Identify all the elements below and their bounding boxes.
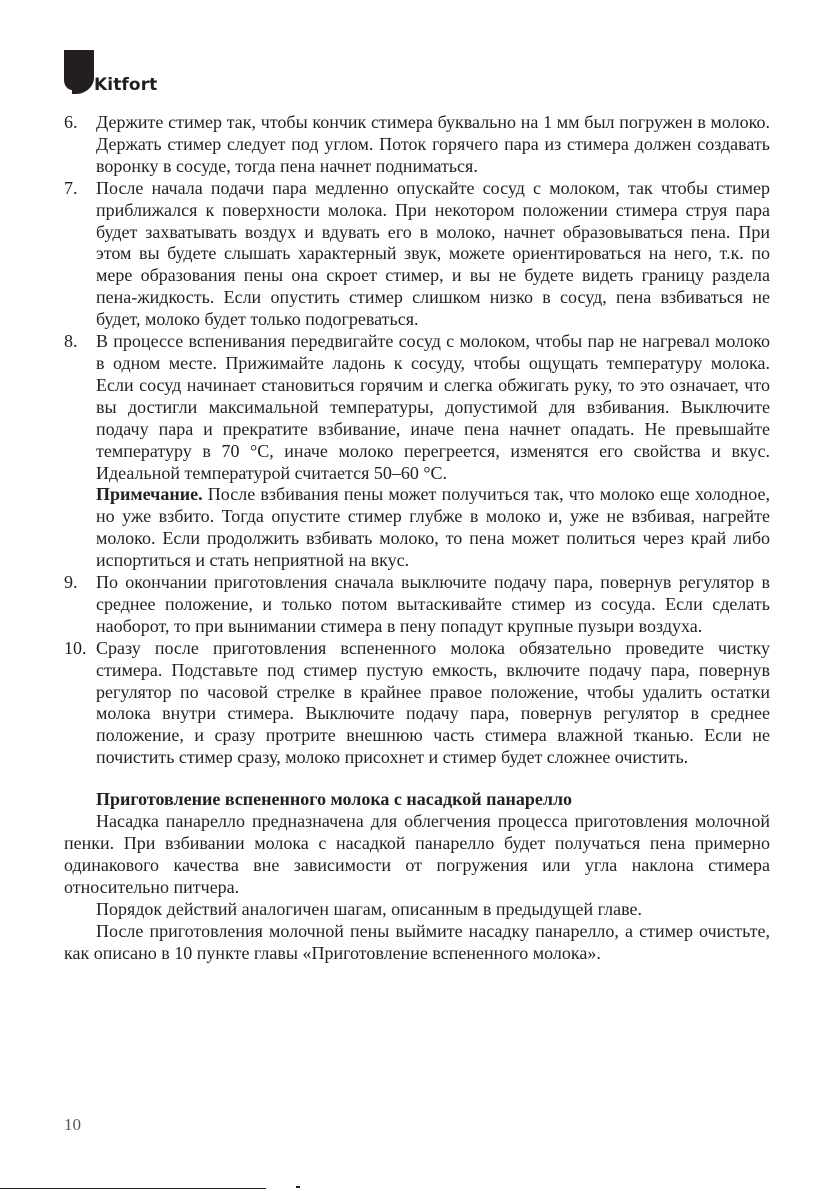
section-title: Приготовление вспененного молока с насадкой панарелло	[96, 789, 573, 810]
panarello-section	[64, 789, 770, 964]
brand-name: Kitfort	[94, 75, 158, 95]
step-text: По окончании приготовления сначала выключите подачу пара, повернув регулятор в среднее положение, и только потом вытаскивайте стимер из сосуда. Если сделать наоборот, то при вынимании стимера в пену попадут крупные пузыри воздуха.	[96, 572, 770, 636]
footer-rule	[0, 1188, 266, 1189]
steps-list-continued	[64, 572, 770, 769]
step-text: Сразу после приготовления вспененного молока обязательно проведите чистку стимера. Подставьте под стимер пустую емкость, включите подачу пара, повернув регулятор по часовой стрелке в крайнее правое положение, чтобы удалить остатки молока внутри стимера. Выключите подачу пара, повернув регулятор в среднее положение, и сразу протрите внешнюю часть стимера влажной тканью. Если не почистить стимер сразу, молоко присохнет и стимер будет сложнее очистить.	[96, 637, 770, 768]
step-8	[64, 331, 770, 484]
step-6	[64, 112, 770, 178]
step-number: 6.	[64, 112, 78, 132]
note-block	[64, 484, 770, 572]
step-number: 9.	[64, 572, 78, 593]
section-paragraph: Порядок действий аналогичен шагам, описанным в предыдущей главе.	[96, 898, 642, 919]
note-text: После взбивания пены может получиться так, что молоко еще холодное, но уже взбито. Тогда опустите стимер глубже в молоко и, уже не взбивая, нагрейте молоко. Если продолжить взбивать молоко, то пена может политься через край либо испортиться и стать неприятной на вкус.	[96, 484, 770, 571]
step-text: В процессе вспенивания передвигайте сосуд с молоком, чтобы пар не нагревал молоко в одном месте. Прижимайте ладонь к сосуду, чтобы ощущать температуру молока. Если сосуд начинает становиться горячим и слегка обжигать руку, то это означает, что вы достигли максимальной температуры, допустимой для взбивания. Выключите подачу пара и прекратите взбивание, иначе пена начнет опадать. Не превышайте температуру в 70 °С, иначе молоко перегреется, изменятся его свойства и вкус. Идеальной температурой считается 50–60 °С.	[96, 331, 770, 483]
kitfort-logo-icon	[64, 50, 94, 98]
note-label: Примечание.	[96, 484, 203, 505]
step-number: 8.	[64, 331, 78, 352]
step-10	[64, 638, 770, 769]
step-text: После начала подачи пара медленно опускайте сосуд с молоком, так чтобы стимер приближался к поверхности молока. При некотором положении стимера струя пара будет захватывать воздух и вдувать его в молоко, начнет образовываться пена. При этом вы будете слышать характерный звук, можете ориентироваться на него, т.к. по мере образования пены она скроет стимер, и вы не будете видеть границу раздела пена-жидкость. Если опустить стимер слишком низко в сосуд, пена взбиваться не будет, молоко будет только подогреваться.	[96, 177, 770, 330]
step-7	[64, 178, 770, 331]
manual-content	[64, 112, 770, 964]
page-number: 10	[64, 1115, 81, 1134]
section-paragraph: Насадка панарелло предназначена для облегчения процесса приготовления молочной пенки. При взбивании молока с насадкой панарелло будет получаться пена примерно одинакового качества вне зависимости от погружения или угла наклона стимера относительно питчера.	[64, 811, 770, 897]
brand-logo	[64, 50, 184, 98]
crop-mark	[296, 1186, 300, 1188]
step-number: 10.	[64, 637, 87, 658]
step-text: Держите стимер так, чтобы кончик стимера буквально на 1 мм был погружен в молоко. Держать стимер следует под углом. Поток горячего пара из стимера должен создавать воронку в сосуде, тогда пена начнет подниматься.	[96, 112, 770, 176]
step-9	[64, 572, 770, 638]
section-paragraph: После приготовления молочной пены выймите насадку панарелло, а стимер очистьте, как описано в 10 пункте главы «Приготовление вспененного молока».	[64, 920, 770, 963]
steps-list	[64, 112, 770, 484]
step-number: 7.	[64, 177, 78, 198]
